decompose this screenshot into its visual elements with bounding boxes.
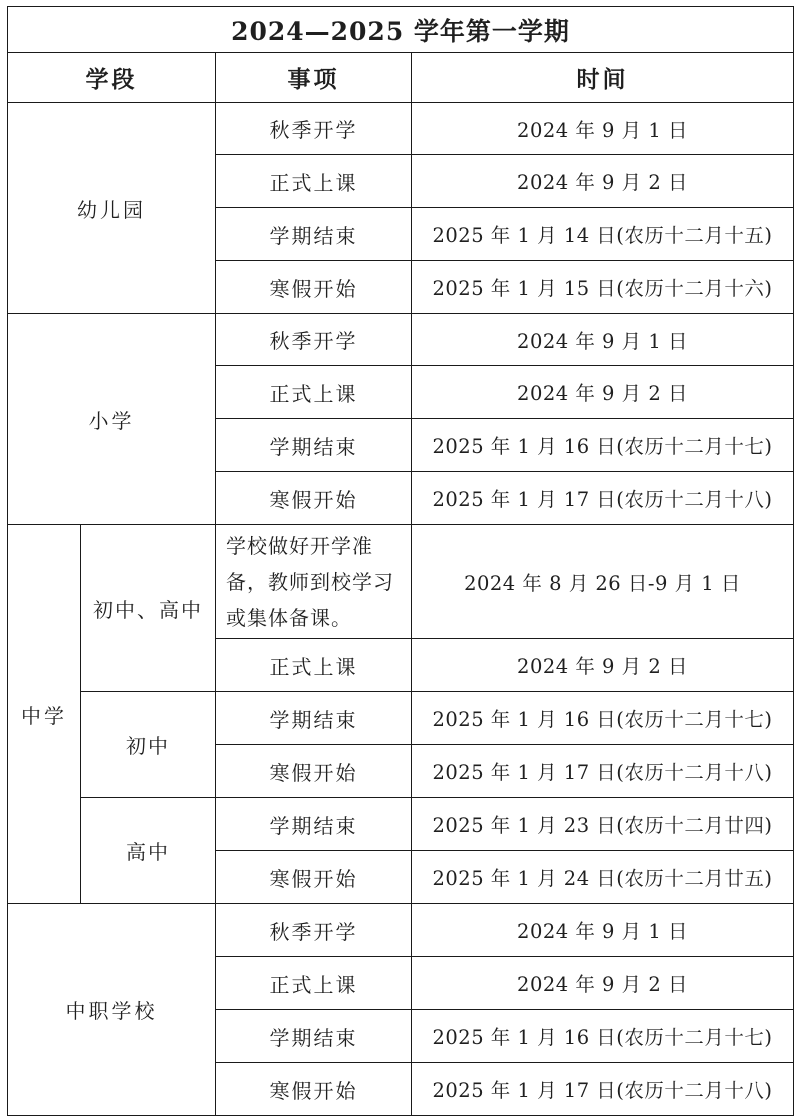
stage-kindergarten: 幼儿园 bbox=[8, 103, 216, 314]
item-cell: 学期结束 bbox=[216, 208, 412, 261]
table-title: 2024—2025 学年第一学期 bbox=[8, 7, 794, 53]
item-cell: 秋季开学 bbox=[216, 103, 412, 155]
item-cell: 学期结束 bbox=[216, 692, 412, 745]
item-cell: 寒假开始 bbox=[216, 261, 412, 314]
item-cell: 正式上课 bbox=[216, 155, 412, 208]
time-cell: 2025 年 1 月 24 日(农历十二月廿五) bbox=[412, 851, 794, 904]
time-cell: 2024 年 9 月 2 日 bbox=[412, 155, 794, 208]
table-row bbox=[8, 904, 794, 957]
item-cell: 秋季开学 bbox=[216, 314, 412, 366]
item-cell: 学期结束 bbox=[216, 1010, 412, 1063]
time-cell: 2024 年 9 月 2 日 bbox=[412, 366, 794, 419]
time-cell: 2025 年 1 月 16 日(农历十二月十七) bbox=[412, 1010, 794, 1063]
time-cell: 2025 年 1 月 16 日(农历十二月十七) bbox=[412, 692, 794, 745]
item-cell: 寒假开始 bbox=[216, 472, 412, 525]
item-cell: 学期结束 bbox=[216, 419, 412, 472]
item-cell: 秋季开学 bbox=[216, 904, 412, 957]
schedule-table bbox=[7, 6, 794, 1116]
header-item: 事项 bbox=[216, 53, 412, 103]
time-cell: 2024 年 9 月 1 日 bbox=[412, 314, 794, 366]
time-cell: 2024 年 8 月 26 日-9 月 1 日 bbox=[412, 525, 794, 639]
stage-middle: 中学 bbox=[8, 525, 81, 904]
item-cell: 正式上课 bbox=[216, 957, 412, 1010]
time-cell: 2024 年 9 月 2 日 bbox=[412, 957, 794, 1010]
item-cell: 寒假开始 bbox=[216, 745, 412, 798]
substage-junior: 初中 bbox=[81, 692, 216, 798]
item-cell: 学期结束 bbox=[216, 798, 412, 851]
table-row bbox=[8, 692, 794, 745]
time-cell: 2024 年 9 月 1 日 bbox=[412, 904, 794, 957]
table-row bbox=[8, 798, 794, 851]
time-cell: 2024 年 9 月 1 日 bbox=[412, 103, 794, 155]
table-row bbox=[8, 314, 794, 366]
stage-vocational: 中职学校 bbox=[8, 904, 216, 1116]
time-cell: 2025 年 1 月 16 日(农历十二月十七) bbox=[412, 419, 794, 472]
item-cell: 寒假开始 bbox=[216, 1063, 412, 1116]
time-cell: 2024 年 9 月 2 日 bbox=[412, 639, 794, 692]
title-row bbox=[8, 7, 794, 53]
stage-primary: 小学 bbox=[8, 314, 216, 525]
time-cell: 2025 年 1 月 17 日(农历十二月十八) bbox=[412, 1063, 794, 1116]
item-cell-prep: 学校做好开学准备，教师到校学习或集体备课。 bbox=[216, 525, 412, 639]
header-time: 时间 bbox=[412, 53, 794, 103]
header-stage: 学段 bbox=[8, 53, 216, 103]
schedule-table-wrapper bbox=[7, 6, 793, 1116]
time-cell: 2025 年 1 月 23 日(农历十二月廿四) bbox=[412, 798, 794, 851]
substage-both: 初中、高中 bbox=[81, 525, 216, 692]
item-cell: 正式上课 bbox=[216, 639, 412, 692]
item-cell: 正式上课 bbox=[216, 366, 412, 419]
time-cell: 2025 年 1 月 17 日(农历十二月十八) bbox=[412, 472, 794, 525]
table-row bbox=[8, 525, 794, 639]
header-row bbox=[8, 53, 794, 103]
time-cell: 2025 年 1 月 17 日(农历十二月十八) bbox=[412, 745, 794, 798]
time-cell: 2025 年 1 月 14 日(农历十二月十五) bbox=[412, 208, 794, 261]
time-cell: 2025 年 1 月 15 日(农历十二月十六) bbox=[412, 261, 794, 314]
table-row bbox=[8, 103, 794, 155]
substage-senior: 高中 bbox=[81, 798, 216, 904]
item-cell: 寒假开始 bbox=[216, 851, 412, 904]
